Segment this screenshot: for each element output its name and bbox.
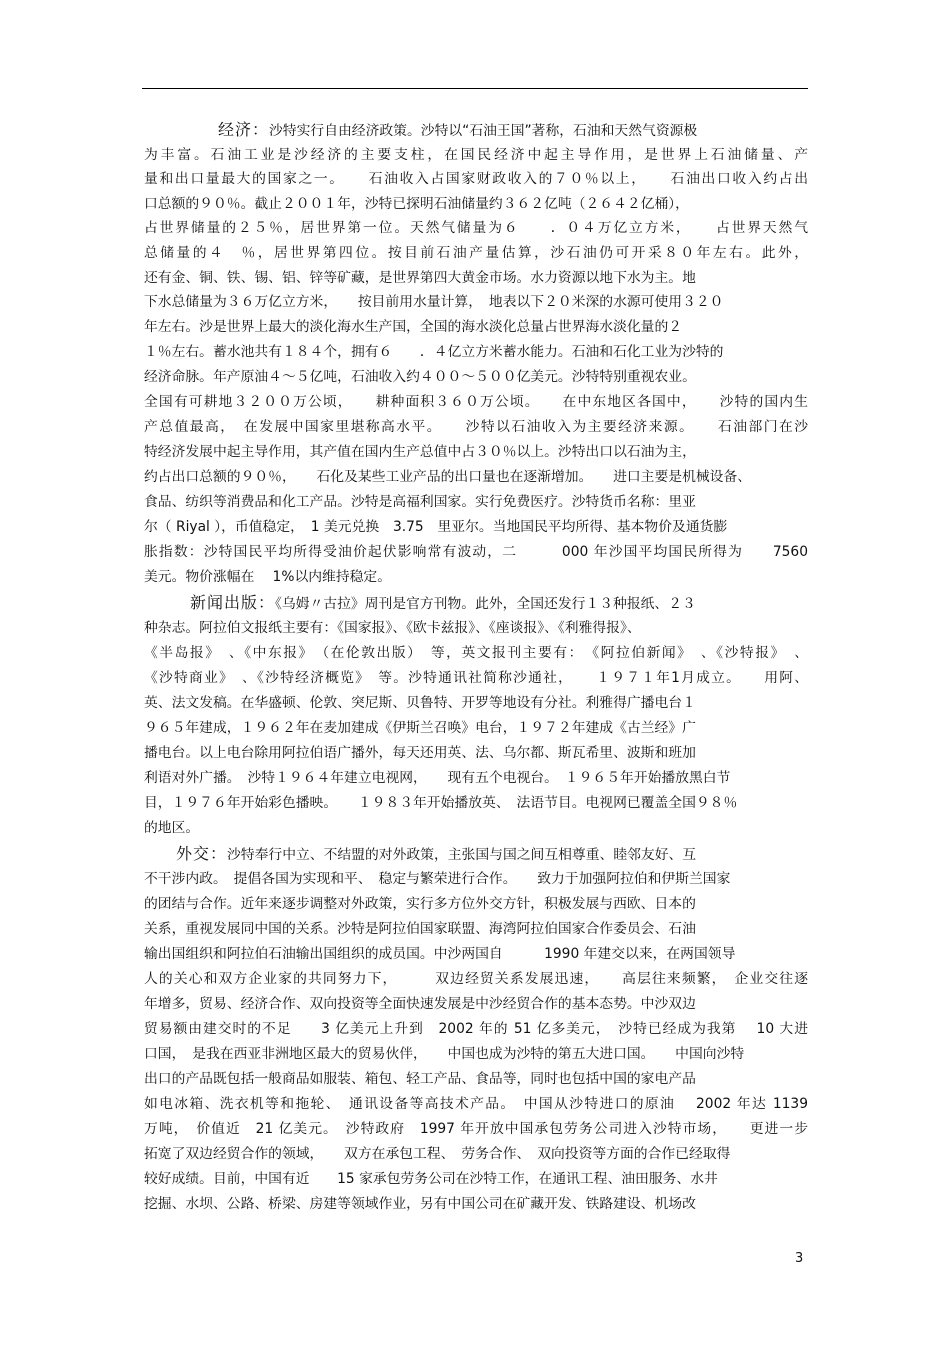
paragraph-diplomacy-line: 不干涉内政。 提倡各国为实现和平、 稳定与繁荣进行合作。 致力于加强阿拉伯和伊斯兰国家: [144, 871, 731, 887]
paragraph-economy-line: １％左右。蓄水池共有１８４个，拥有６ ．４亿立方米蓄水能力。石油和石化工业为沙特的: [144, 344, 724, 360]
paragraph-economy-line: 美元。物价涨幅在 1%以内维持稳定。: [144, 569, 392, 585]
paragraph-economy-line: 约占出口总额的９０％， 石化及某些工业产品的出口量也在逐渐增加。 进口主要是机械设备、: [144, 469, 752, 485]
paragraph-diplomacy-line: 如电冰箱、洗衣机等和拖轮、 通讯设备等高技术产品。 中国从沙特进口的原油 2002 年达 1139: [144, 1096, 808, 1112]
paragraph-diplomacy-line: 万吨， 价值近 21 亿美元。 沙特政府 1997 年开放中国承包劳务公司进入沙特市场， 更进一步: [144, 1121, 808, 1137]
paragraph-economy-line: 胀指数：沙特国民平均所得受油价起伏影响常有波动，二 000 年沙国平均国民所得为 7560: [144, 544, 808, 560]
paragraph-diplomacy-line: 口国， 是我在西亚非洲地区最大的贸易伙伴， 中国也成为沙特的第五大进口国。 中国向沙特: [144, 1046, 745, 1062]
paragraph-economy-line: 特经济发展中起主导作用，其产值在国内生产总值中占３０％以上。沙特出口以石油为主，: [144, 444, 696, 460]
paragraph-economy-line: 占世界储量的２５％，居世界第一位。天然气储量为６ ．０４万亿立方米， 占世界天然气: [144, 220, 808, 236]
page-number: 3: [795, 1251, 804, 1266]
paragraph-press-line: 利语对外广播。 沙特１９６４年建立电视网， 现有五个电视台。 １９６５年开始播放黑白节: [144, 770, 731, 786]
paragraph-press-line: 英、法文发稿。在华盛顿、伦敦、突尼斯、贝鲁特、开罗等地设有分社。利雅得广播电台１: [144, 695, 696, 711]
paragraph-diplomacy-line: 挖掘、水坝、公路、桥梁、房建等领域作业，另有中国公司在矿藏开发、铁路建设、机场改: [144, 1196, 696, 1212]
paragraph-press-line: 播电台。以上电台除用阿拉伯语广播外，每天还用英、法、乌尔都、斯瓦希里、波斯和班加: [144, 745, 696, 761]
paragraph-economy-line: 经济：沙特实行自由经济政策。沙特以“石油王国”著称，石油和天然气资源极: [218, 120, 698, 139]
paragraph-economy-line: 为丰富。石油工业是沙经济的主要支柱，在国民经济中起主导作用，是世界上石油储量、产: [144, 147, 808, 163]
paragraph-press-line: 新闻出版：《乌姆〃古拉》周刊是官方刊物。此外，全国还发行１３种报纸、２３: [190, 593, 696, 612]
section-heading-economy: 经济：: [218, 120, 270, 139]
paragraph-economy-line: 还有金、铜、铁、锡、铝、锌等矿藏，是世界第四大黄金市场。水力资源以地下水为主。地: [144, 270, 696, 286]
paragraph-press-line: ９６５年建成，１９６２年在麦加建成《伊斯兰召唤》电台，１９７２年建成《古兰经》广: [144, 720, 696, 736]
paragraph-economy-line: 产总值最高， 在发展中国家里堪称高水平。 沙特以石油收入为主要经济来源。 石油部门在沙: [144, 419, 808, 435]
paragraph-economy-line: 下水总储量为３６万亿立方米， 按目前用水量计算， 地表以下２０米深的水源可使用３２０: [144, 294, 724, 310]
paragraph-economy-line: 经济命脉。年产原油４～５亿吨，石油收入约４００～５００亿美元。沙特特别重视农业。: [144, 369, 696, 385]
paragraph-diplomacy-line: 外交：沙特奉行中立、不结盟的对外政策，主张国与国之间互相尊重、睦邻友好、互: [176, 844, 697, 863]
paragraph-economy-line: 食品、纺织等消费品和化工产品。沙特是高福利国家。实行免费医疗。沙特货币名称：里亚: [144, 494, 696, 510]
paragraph-economy-line: 口总额的９０％。截止２００１年，沙特已探明石油储量约３６２亿吨（２６４２亿桶），: [144, 196, 689, 212]
paragraph-diplomacy-line: 出口的产品既包括一般商品如服装、箱包、轻工产品、食品等，同时也包括中国的家电产品: [144, 1071, 696, 1087]
paragraph-economy-line: 尔（ Riyal ），币值稳定， 1 美元兑换 3.75 里亚尔。当地国民平均所得、基本物价及通货膨: [144, 519, 728, 535]
paragraph-economy-line: 全国有可耕地３２００万公顷， 耕种面积３６０万公顷。 在中东地区各国中， 沙特的国内生: [144, 394, 808, 410]
paragraph-press-line: 的地区。: [144, 820, 200, 836]
paragraph-diplomacy-line: 输出国组织和阿拉伯石油输出国组织的成员国。中沙两国自 1990 年建交以来，在两国领导: [144, 946, 736, 962]
paragraph-press-line: 种杂志。阿拉伯文报纸主要有：《国家报》、《欧卡兹报》、《座谈报》、《利雅得报》、: [144, 620, 641, 636]
paragraph-diplomacy-line: 贸易额由建交时的不足 3 亿美元上升到 2002 年的 51 亿多美元， 沙特已经成为我第 10 大进: [144, 1021, 808, 1037]
paragraph-press-line: 《沙特商业》 、《沙特经济概览》 等。沙特通讯社简称沙通社， １９７１年1月成立。 用阿、: [144, 670, 808, 686]
section-heading-press: 新闻出版：: [190, 593, 276, 612]
paragraph-diplomacy-line: 较好成绩。目前，中国有近 15 家承包劳务公司在沙特工作，在通讯工程、油田服务、水井: [144, 1171, 718, 1187]
paragraph-diplomacy-line: 拓宽了双边经贸合作的领域， 双方在承包工程、 劳务合作、 双向投资等方面的合作已经取得: [144, 1146, 731, 1162]
header-rule: [142, 88, 808, 89]
paragraph-economy-line: 年左右。沙是世界上最大的淡化海水生产国，全国的海水淡化总量占世界海水淡化量的２: [144, 319, 683, 335]
paragraph-diplomacy-line: 的团结与合作。近年来逐步调整对外政策，实行多方位外交方针，积极发展与西欧、日本的: [144, 896, 696, 912]
paragraph-diplomacy-line: 人的关心和双方企业家的共同努力下， 双边经贸关系发展迅速， 高层往来频繁， 企业交往逐: [144, 971, 808, 987]
paragraph-economy-line: 总储量的４ ％，居世界第四位。按目前石油产量估算，沙石油仍可开采８０年左右。此外，: [144, 245, 808, 261]
section-heading-diplomacy: 外交：: [176, 844, 228, 863]
paragraph-diplomacy-line: 关系，重视发展同中国的关系。沙特是阿拉伯国家联盟、海湾阿拉伯国家合作委员会、石油: [144, 921, 696, 937]
paragraph-diplomacy-line: 年增多，贸易、经济合作、双向投资等全面快速发展是中沙经贸合作的基本态势。中沙双边: [144, 996, 696, 1012]
paragraph-economy-line: 量和出口量最大的国家之一。 石油收入占国家财政收入的７０％以上， 石油出口收入约占出: [144, 171, 808, 187]
paragraph-press-line: 《半岛报》 、《中东报》 （在伦敦出版） 等，英文报刊主要有： 《阿拉伯新闻》 、《沙特报》 、: [144, 645, 808, 661]
paragraph-press-line: 目，１９７６年开始彩色播映。 １９８３年开始播放英、 法语节目。电视网已覆盖全国９８％: [144, 795, 738, 811]
